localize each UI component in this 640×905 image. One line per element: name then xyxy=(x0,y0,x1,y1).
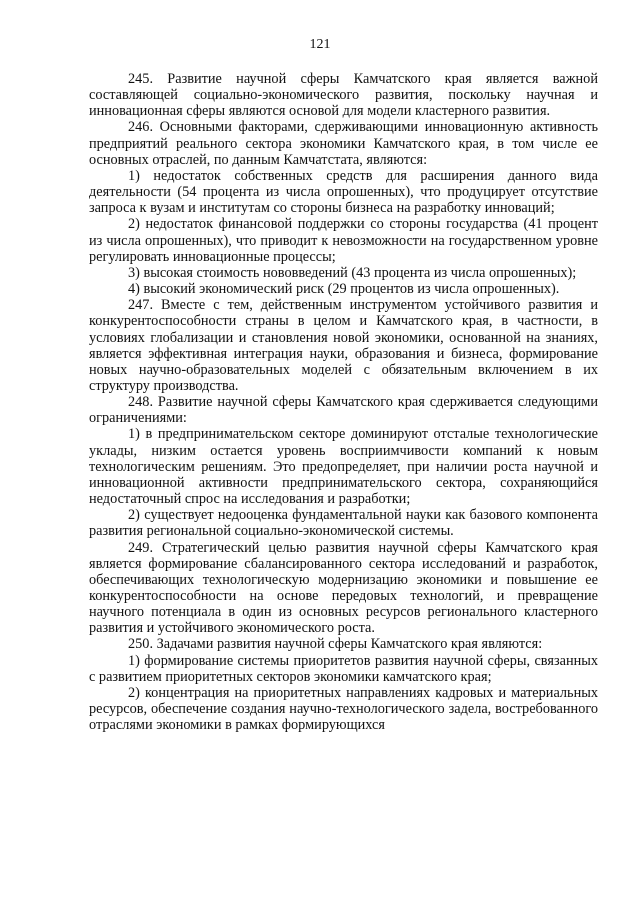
list-item-248-2: 2) существует недооценка фундаментальной науки как базового компонента развития региональной социально-экономической системы. xyxy=(89,507,598,540)
list-item-248-1: 1) в предпринимательском секторе доминируют отсталые технологические уклады, низким остается уровень восприимчивости компаний к новым технологическим решениям. Это предопределяет, при наличии роста научной и инновационной активности предпринимательского сектора, сохраняющийся недостаточный спрос на исследования и разработки; xyxy=(89,426,598,508)
paragraph-245: 245. Развитие научной сферы Камчатского края является важной составляющей социально-экономического развития, поскольку научная и инновационная сферы являются основой для модели кластерного развития. xyxy=(89,71,598,120)
list-item-246-3: 3) высокая стоимость нововведений (43 процента из числа опрошенных); xyxy=(128,264,577,281)
paragraph-250: 250. Задачами развития научной сферы Камчатского края являются: xyxy=(128,636,543,653)
list-item-246-1: 1) недостаток собственных средств для расширения данного вида деятельности (54 процента из числа опрошенных), что продуцирует отсутствие запроса к вузам и институтам со стороны бизнеса на разработку инноваций; xyxy=(89,167,598,217)
paragraph-249: 249. Стратегический целью развития научной сферы Камчатского края является формирование сбалансированного сектора исследований и разработок, обеспечивающих технологическую модернизацию экономики и повышение ее конкурентоспособности на основе передовых технологий, и превращение научного потенциала в один из основных ресурсов регионального кластерного развития и устойчивого экономического роста. xyxy=(89,539,598,637)
page-number: 121 xyxy=(309,37,331,52)
list-item-246-2: 2) недостаток финансовой поддержки со стороны государства (41 процент из числа опрошенных), что приводит к невозможности на государственном уровне регулировать инновационные процессы; xyxy=(89,216,598,265)
list-item-246-4: 4) высокий экономический риск (29 процентов из числа опрошенных). xyxy=(128,281,560,298)
paragraph-248: 248. Развитие научной сферы Камчатского края сдерживается следующими ограничениями: xyxy=(89,394,598,427)
document-body xyxy=(89,71,598,733)
list-item-250-1: 1) формирование системы приоритетов развития научной сферы, связанных с развитием приоритетных секторов экономики камчатского края; xyxy=(89,652,598,685)
paragraph-247: 247. Вместе с тем, действенным инструментом устойчивого развития и конкурентоспособности страны в целом и Камчатского края, в частности, в условиях глобализации и становления новой экономики, основанной на знаниях, является эффективная интеграция науки, образования и бизнеса, формирование новых научно-образовательных моделей с обязательным включением в их структуру производства. xyxy=(89,297,598,394)
list-item-250-2: 2) концентрация на приоритетных направлениях кадровых и материальных ресурсов, обеспечение создания научно-технологического задела, востребованного отраслями экономики в рамках формирующихся xyxy=(89,684,598,734)
paragraph-246: 246. Основными факторами, сдерживающими инновационную активность предприятий реального сектора экономики Камчатского края, в том числе ее основных отраслей, по данным Камчатстата, являются: xyxy=(89,119,598,168)
